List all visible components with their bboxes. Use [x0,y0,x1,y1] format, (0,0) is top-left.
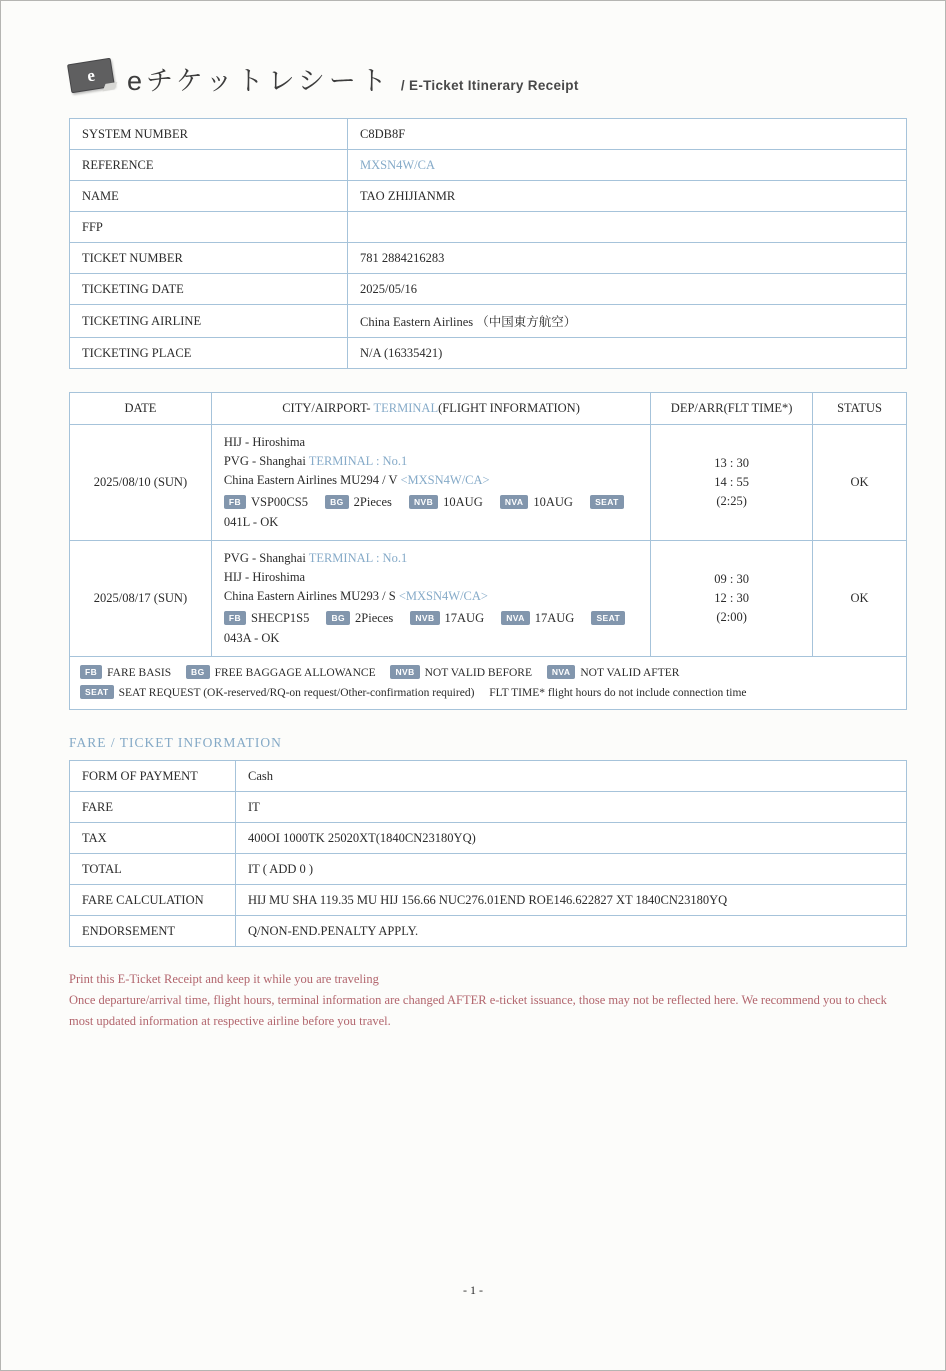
flight-table-header [70,393,907,425]
terminal-info: TERMINAL : No.1 [308,551,408,565]
flight-times [651,541,813,657]
passenger-info-table [69,118,907,369]
booking-reference: <MXSN4W/CA> [400,473,490,487]
row-value: 2025/05/16 [348,274,907,305]
city-line: HIJ - Hiroshima [223,435,306,449]
flight-row [70,425,907,541]
row-label: FARE [70,792,236,823]
table-row [70,243,907,274]
table-row [70,338,907,369]
row-label: TICKETING AIRLINE [70,305,348,338]
row-value: TAO ZHIJIANMR [348,181,907,212]
flight-date: 2025/08/10 (SUN) [70,425,212,541]
logo-letter: e [85,65,97,85]
table-row [70,916,907,947]
nva-badge: NVA [547,665,576,679]
table-row [70,119,907,150]
flight-status: OK [813,425,907,541]
seat-badge: SEAT [591,611,625,625]
nva-value: 10AUG [533,495,573,509]
arrival-time: 12 : 30 [714,591,749,605]
baggage-value: 2Pieces [355,611,394,625]
fare-info-table [69,760,907,947]
table-row [70,305,907,338]
terminal-info: TERMINAL : No.1 [308,454,408,468]
row-label: ENDORSEMENT [70,916,236,947]
seat-badge: SEAT [80,685,114,699]
arrival-time: 14 : 55 [714,475,749,489]
column-header-date: DATE [70,393,212,425]
row-value: Cash [236,761,907,792]
row-value: China Eastern Airlines （中国東方航空） [348,305,907,338]
table-row [70,181,907,212]
table-row [70,823,907,854]
row-label: NAME [70,181,348,212]
nva-value: 17AUG [534,611,575,625]
baggage-badge: BG [186,665,210,679]
row-label: TOTAL [70,854,236,885]
departure-time: 09 : 30 [714,572,749,586]
fare-basis-value: SHECP1S5 [251,611,310,625]
legend-line-2: SEAT SEAT REQUEST (OK-reserved/RQ-on request/Other-confirmation required) FLT TIME* flight hours do not include connection time [80,683,896,703]
row-value: HIJ MU SHA 119.35 MU HIJ 156.66 NUC276.01END ROE146.622827 XT 1840CN23180YQ [236,885,907,916]
flight-info-line: China Eastern Airlines MU294 / V <MXSN4W/CA> [223,473,490,487]
reference-code: MXSN4W/CA [348,150,907,181]
eticket-logo-icon [67,58,115,94]
row-label: REFERENCE [70,150,348,181]
column-header-city: CITY/AIRPORT- TERMINAL(FLIGHT INFORMATION) [211,393,650,425]
flight-itinerary-table [69,392,907,710]
row-label: FFP [70,212,348,243]
seat-badge: SEAT [590,495,624,509]
row-label: FARE CALCULATION [70,885,236,916]
nva-badge: NVA [501,611,530,625]
fare-detail-line [224,608,638,648]
row-value: IT ( ADD 0 ) [236,854,907,885]
table-row [70,274,907,305]
row-label: TICKETING PLACE [70,338,348,369]
flight-times [651,425,813,541]
page-header [69,59,905,98]
nvb-value: 10AUG [443,495,483,509]
city-line: PVG - Shanghai TERMINAL : No.1 [223,454,408,468]
table-row [70,854,907,885]
nva-badge: NVA [500,495,529,509]
row-value: C8DB8F [348,119,907,150]
row-value: 781 2884216283 [348,243,907,274]
row-value: Q/NON-END.PENALTY APPLY. [236,916,907,947]
nvb-value: 17AUG [444,611,485,625]
row-label: SYSTEM NUMBER [70,119,348,150]
city-line: PVG - Shanghai TERMINAL : No.1 [223,551,408,565]
row-value: 400OI 1000TK 25020XT(1840CN23180YQ) [236,823,907,854]
booking-reference: <MXSN4W/CA> [398,589,488,603]
flight-row [70,541,907,657]
footer-notes [69,969,907,1032]
flight-info-line: China Eastern Airlines MU293 / S <MXSN4W/CA> [223,589,488,603]
column-header-status: STATUS [813,393,907,425]
nvb-badge: NVB [410,611,439,625]
page-number: - 1 - [463,1283,483,1297]
legend-row [70,657,907,710]
flt-time-note: FLT TIME* flight hours do not include connection time [489,687,747,699]
row-value: IT [236,792,907,823]
note-line: Print this E-Ticket Receipt and keep it while you are traveling [69,972,379,986]
row-label: TAX [70,823,236,854]
flight-city-info [211,425,650,541]
city-line: HIJ - Hiroshima [223,570,306,584]
row-label: TICKETING DATE [70,274,348,305]
flight-date: 2025/08/17 (SUN) [70,541,212,657]
column-header-dep-arr: DEP/ARR(FLT TIME*) [651,393,813,425]
table-row [70,885,907,916]
row-value [348,212,907,243]
flight-city-info [211,541,650,657]
legend [70,657,907,710]
baggage-value: 2Pieces [353,495,392,509]
table-row [70,150,907,181]
fare-basis-value: VSP00CS5 [251,495,308,509]
terminal-label: TERMINAL [373,401,439,415]
flight-duration: (2:25) [716,494,747,508]
table-row [70,792,907,823]
page-title: eチケットレシート [127,66,391,96]
row-label: FORM OF PAYMENT [70,761,236,792]
departure-time: 13 : 30 [714,456,749,470]
flight-status: OK [813,541,907,657]
page-subtitle: / E-Ticket Itinerary Receipt [400,78,579,93]
seat-value: 041L - OK [223,515,279,529]
table-row [70,761,907,792]
row-label: TICKET NUMBER [70,243,348,274]
row-value: N/A (16335421) [348,338,907,369]
nvb-badge: NVB [390,665,419,679]
seat-value: 043A - OK [223,631,280,645]
flight-duration: (2:00) [716,610,747,624]
table-row [70,212,907,243]
baggage-badge: BG [325,495,349,509]
baggage-badge: BG [326,611,350,625]
fare-basis-badge: FB [224,611,246,625]
legend-line-1: FB FARE BASIS BG FREE BAGGAGE ALLOWANCE NVB NOT VALID BEFORE NVA NOT VALID AFTER [80,663,896,683]
fare-section-heading: FARE / TICKET INFORMATION [69,735,282,750]
fare-basis-badge: FB [224,495,246,509]
fare-basis-badge: FB [80,665,102,679]
note-line: Once departure/arrival time, flight hours, terminal information are changed AFTER e-ticket issuance, those may not be reflected here. We recommend you to check most updated information at respective airline before you travel. [69,993,887,1028]
nvb-badge: NVB [409,495,438,509]
fare-detail-line [224,492,638,532]
